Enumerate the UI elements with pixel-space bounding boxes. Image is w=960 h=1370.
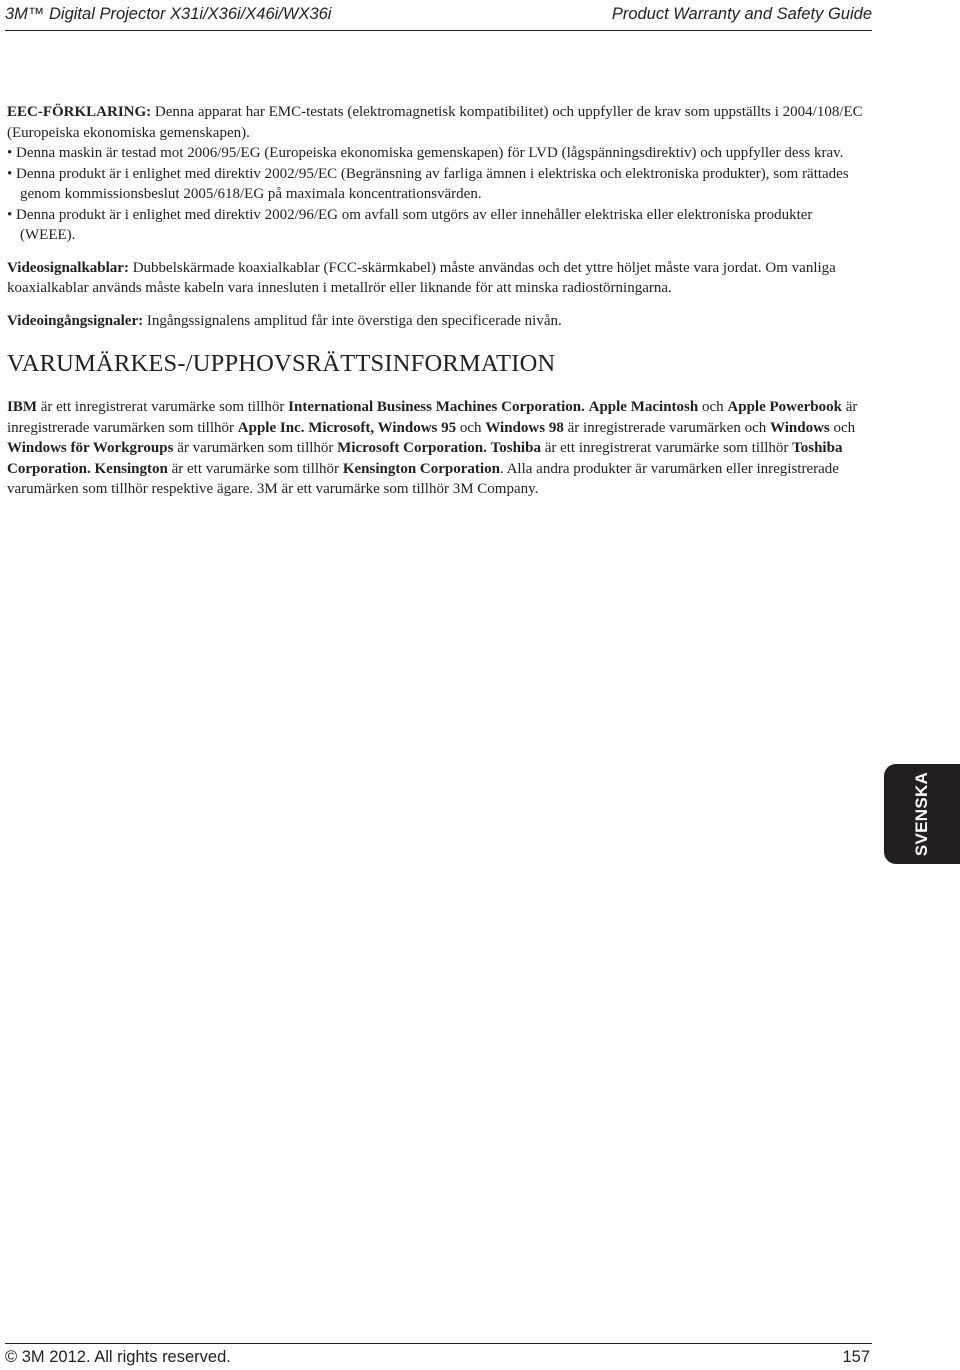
header-guide-title: Product Warranty and Safety Guide <box>611 4 872 23</box>
trademark-name: Microsoft, Windows 95 <box>308 419 457 436</box>
trademark-name: IBM <box>7 399 37 415</box>
video-input-paragraph <box>7 311 869 332</box>
eec-declaration <box>7 102 869 143</box>
header-divider <box>5 30 872 31</box>
footer-divider <box>5 1343 872 1344</box>
trademark-text: är ett inregistrerat varumärke som tillhör <box>37 399 289 415</box>
trademark-text: är inregistrerade varumärken och <box>563 419 770 436</box>
eec-text: Denna apparat har EMC-testats (elektromagnetisk kompatibilitet) och uppfyller de krav som uppställts i 2004/108/EC (Europeiska ekonomiska gemenskapen). <box>7 104 863 141</box>
trademark-name: Toshiba Corporation. <box>7 440 843 477</box>
header-product-title: 3M™ Digital Projector X31i/X36i/X46i/WX36i <box>5 4 332 23</box>
trademark-heading: VARUMÄRKES-/UPPHOVSRÄTTSINFORMATION <box>7 350 556 377</box>
trademark-name: International Business Machines Corporation. <box>288 399 585 415</box>
language-tab-label: SVENSKA <box>912 771 932 857</box>
trademark-text: och <box>829 419 856 436</box>
page-header <box>5 0 872 28</box>
trademark-paragraph <box>7 397 869 500</box>
page-content <box>7 102 869 500</box>
trademark-name: Kensington Corporation <box>342 460 500 477</box>
page-number: 157 <box>842 1348 870 1366</box>
trademark-text: är ett varumärke som tillhör <box>167 460 343 477</box>
trademark-name: Windows 98 <box>485 419 564 436</box>
trademark-text: är varumärken som tillhör <box>173 440 338 456</box>
video-input-label: Videoingångsignaler: <box>7 312 144 329</box>
trademark-name: Toshiba <box>490 440 541 456</box>
eec-bullet-weee: • Denna produkt är i enlighet med direktiv 2002/96/EG om avfall som utgörs av eller innehåller elektriska eller elektroniska produkter (WEEE). <box>7 206 813 243</box>
trademark-text: är inregistrerade varumärken som tillhör <box>7 399 858 436</box>
eec-bullet-rohs: • Denna produkt är i enlighet med direktiv 2002/95/EC (Begränsning av farliga ämnen i elektriska och elektroniska produkter), som rättades genom kommissionsbeslut 2005/618/EG på maximala koncentrationsvärden. <box>7 165 849 202</box>
footer-copyright: © 3M 2012. All rights reserved. <box>5 1348 231 1366</box>
trademark-name: Apple Macintosh <box>588 399 699 415</box>
trademark-text: och <box>698 399 728 415</box>
trademark-text: . Alla andra produkter är varumärken eller inregistrerade varumärken som tillhör respektive ägare. 3M är ett varumärke som tillhör 3M Company. <box>7 460 839 497</box>
video-input-text: Ingångssignalens amplitud får inte överstiga den specificerade nivån. <box>143 312 562 329</box>
eec-label: EEC-FÖRKLARING: <box>7 104 152 120</box>
trademark-name: Microsoft Corporation. <box>337 440 487 456</box>
trademark-text: och <box>456 419 486 436</box>
trademark-name: Kensington <box>94 460 168 477</box>
language-tab <box>884 764 960 864</box>
trademark-name: Apple Inc. <box>237 419 305 436</box>
trademark-name: Windows för Workgroups <box>7 440 174 456</box>
trademark-name: Windows <box>769 419 830 436</box>
trademark-name: Apple Powerbook <box>727 399 842 415</box>
eec-bullet-lvd: • Denna maskin är testad mot 2006/95/EG (Europeiska ekonomiska gemenskapen) för LVD (lågspänningsdirektiv) och uppfyller dess krav. <box>7 145 844 161</box>
trademark-text: är ett inregistrerat varumärke som tillhör <box>540 440 793 456</box>
video-cables-label: Videosignalkablar: <box>7 259 129 276</box>
video-cables-text: Dubbelskärmade koaxialkablar (FCC-skärmkabel) måste användas och det yttre höljet måste vara jordat. Om vanliga koaxialkablar används måste kabeln vara innesluten i metallrör eller liknande för att minska radiostörningarna. <box>7 259 836 296</box>
video-cables-paragraph <box>7 258 869 299</box>
page-footer <box>5 1345 872 1370</box>
